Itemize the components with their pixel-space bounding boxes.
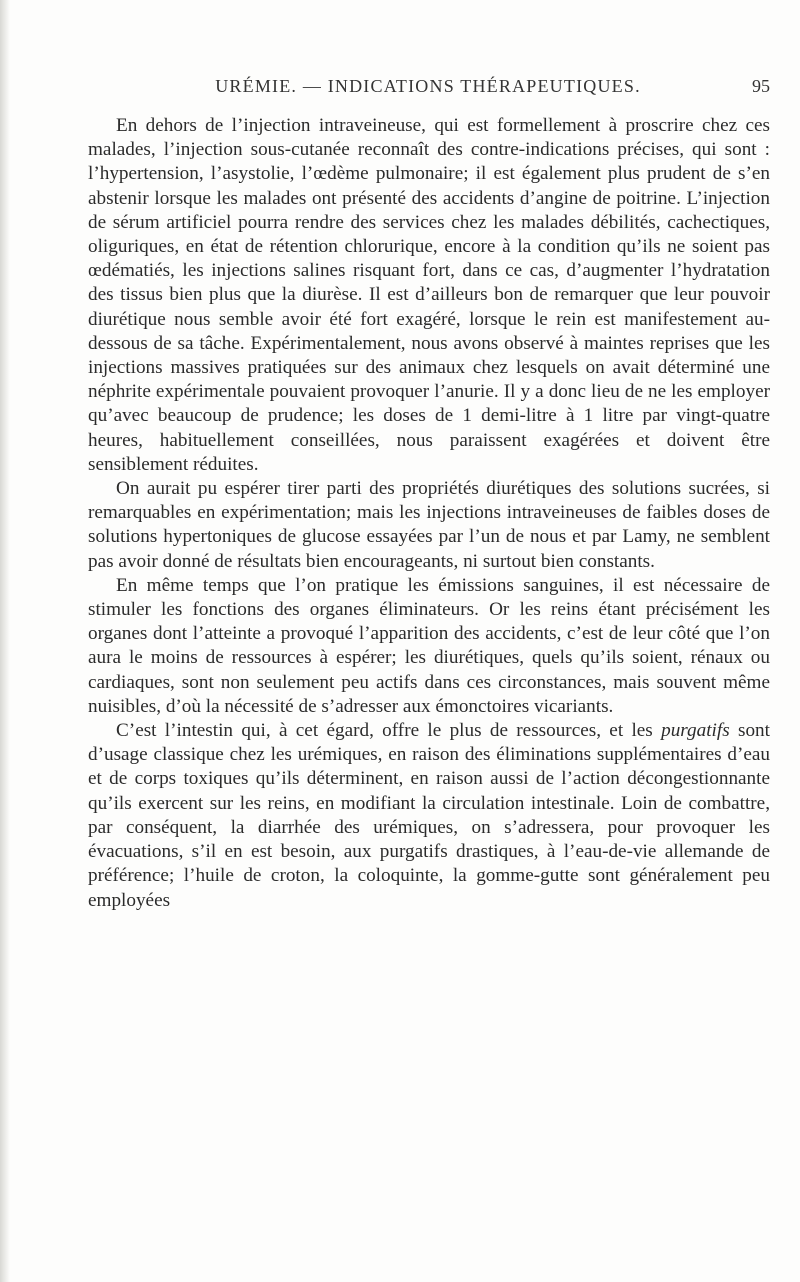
paragraph-injection: En dehors de l’injection intraveineuse, qui est formellement à proscrire chez ces malades, l’injection sous-cutanée reconnaît des contre-indications précises, qui sont : l’hypertension, l’asystolie, l’œdème pulmonaire; il est également plus prudent de s’en abstenir lorsque les malades ont présenté des accidents d’angine de poitrine. L’injection de sérum artificiel pourra rendre des services chez les malades débilités, cachectiques, oliguriques, en état de rétention chlorurique, encore à la condition qu’ils ne soient pas œdématiés, les injections salines risquant fort, dans ce cas, d’augmenter l’hydratation des tissus bien plus que la diurèse. Il est d’ailleurs bon de remarquer que leur pouvoir diurétique nous semble avoir été fort exagéré, lorsque le rein est manifestement au-dessous de sa tâche. Expérimentalement, nous avons observé à maintes reprises que les injections massives pratiquées sur des animaux chez lesquels on avait déterminé une néphrite expérimentale pouvaient provoquer l’anurie. Il y a donc lieu de ne les employer qu’avec beaucoup de prudence; les doses de 1 demi-litre à 1 litre par vingt-quatre heures, habituellement conseillées, nous paraissent exagérées et doivent être sensiblement réduites. [88, 115, 770, 475]
page-number: 95 [752, 76, 770, 96]
page-gutter-shadow [0, 0, 10, 1282]
purgatives-text-end: sont d’usage classique chez les urémiques, en raison des éliminations supplémentaires d’eau et de corps toxiques qu’ils déterminent, en raison aussi de l’action décongestionnante qu’ils exercent sur les reins, en modifiant la circulation intestinale. Loin de combattre, par conséquent, la diarrhée des urémiques, on s’adressera, pour provoquer les évacuations, s’il en est besoin, aux purgatifs drastiques, à l’eau-de-vie allemande de préférence; l’huile de croton, la coloquinte, la gomme-gutte sont généralement peu employées [88, 720, 770, 911]
body-text [88, 114, 770, 913]
running-title: URÉMIE. — INDICATIONS THÉRAPEUTIQUES. [215, 76, 641, 96]
purgatifs-term: purgatifs [661, 720, 730, 742]
paragraph-eliminators: En même temps que l’on pratique les émissions sanguines, il est nécessaire de stimuler les fonctions des organes éliminateurs. Or les reins étant précisément les organes dont l’atteinte a provoqué l’apparition des accidents, c’est de leur côté que l’on aura le moins de ressources à espérer; les diurétiques, quels qu’ils soient, rénaux ou cardiaques, sont non seulement peu actifs dans ces circonstances, mais souvent même nuisibles, d’où la nécessité de s’adresser aux émonctoires vicariants. [88, 574, 770, 717]
purgatives-text-start: C’est l’intestin qui, à cet égard, offre le plus de ressources, et les [116, 720, 662, 742]
paragraph-purgatives [88, 719, 770, 913]
running-head [86, 76, 770, 104]
paragraph-glucose: On aurait pu espérer tirer parti des propriétés diurétiques des solutions sucrées, si remarquables en expérimentation; mais les injections intraveineuses de faibles doses de solutions hypertoniques de glucose essayées par l’un de nous et par Lamy, ne semblent pas avoir donné de résultats bien encourageants, ni surtout bien constants. [88, 478, 770, 572]
